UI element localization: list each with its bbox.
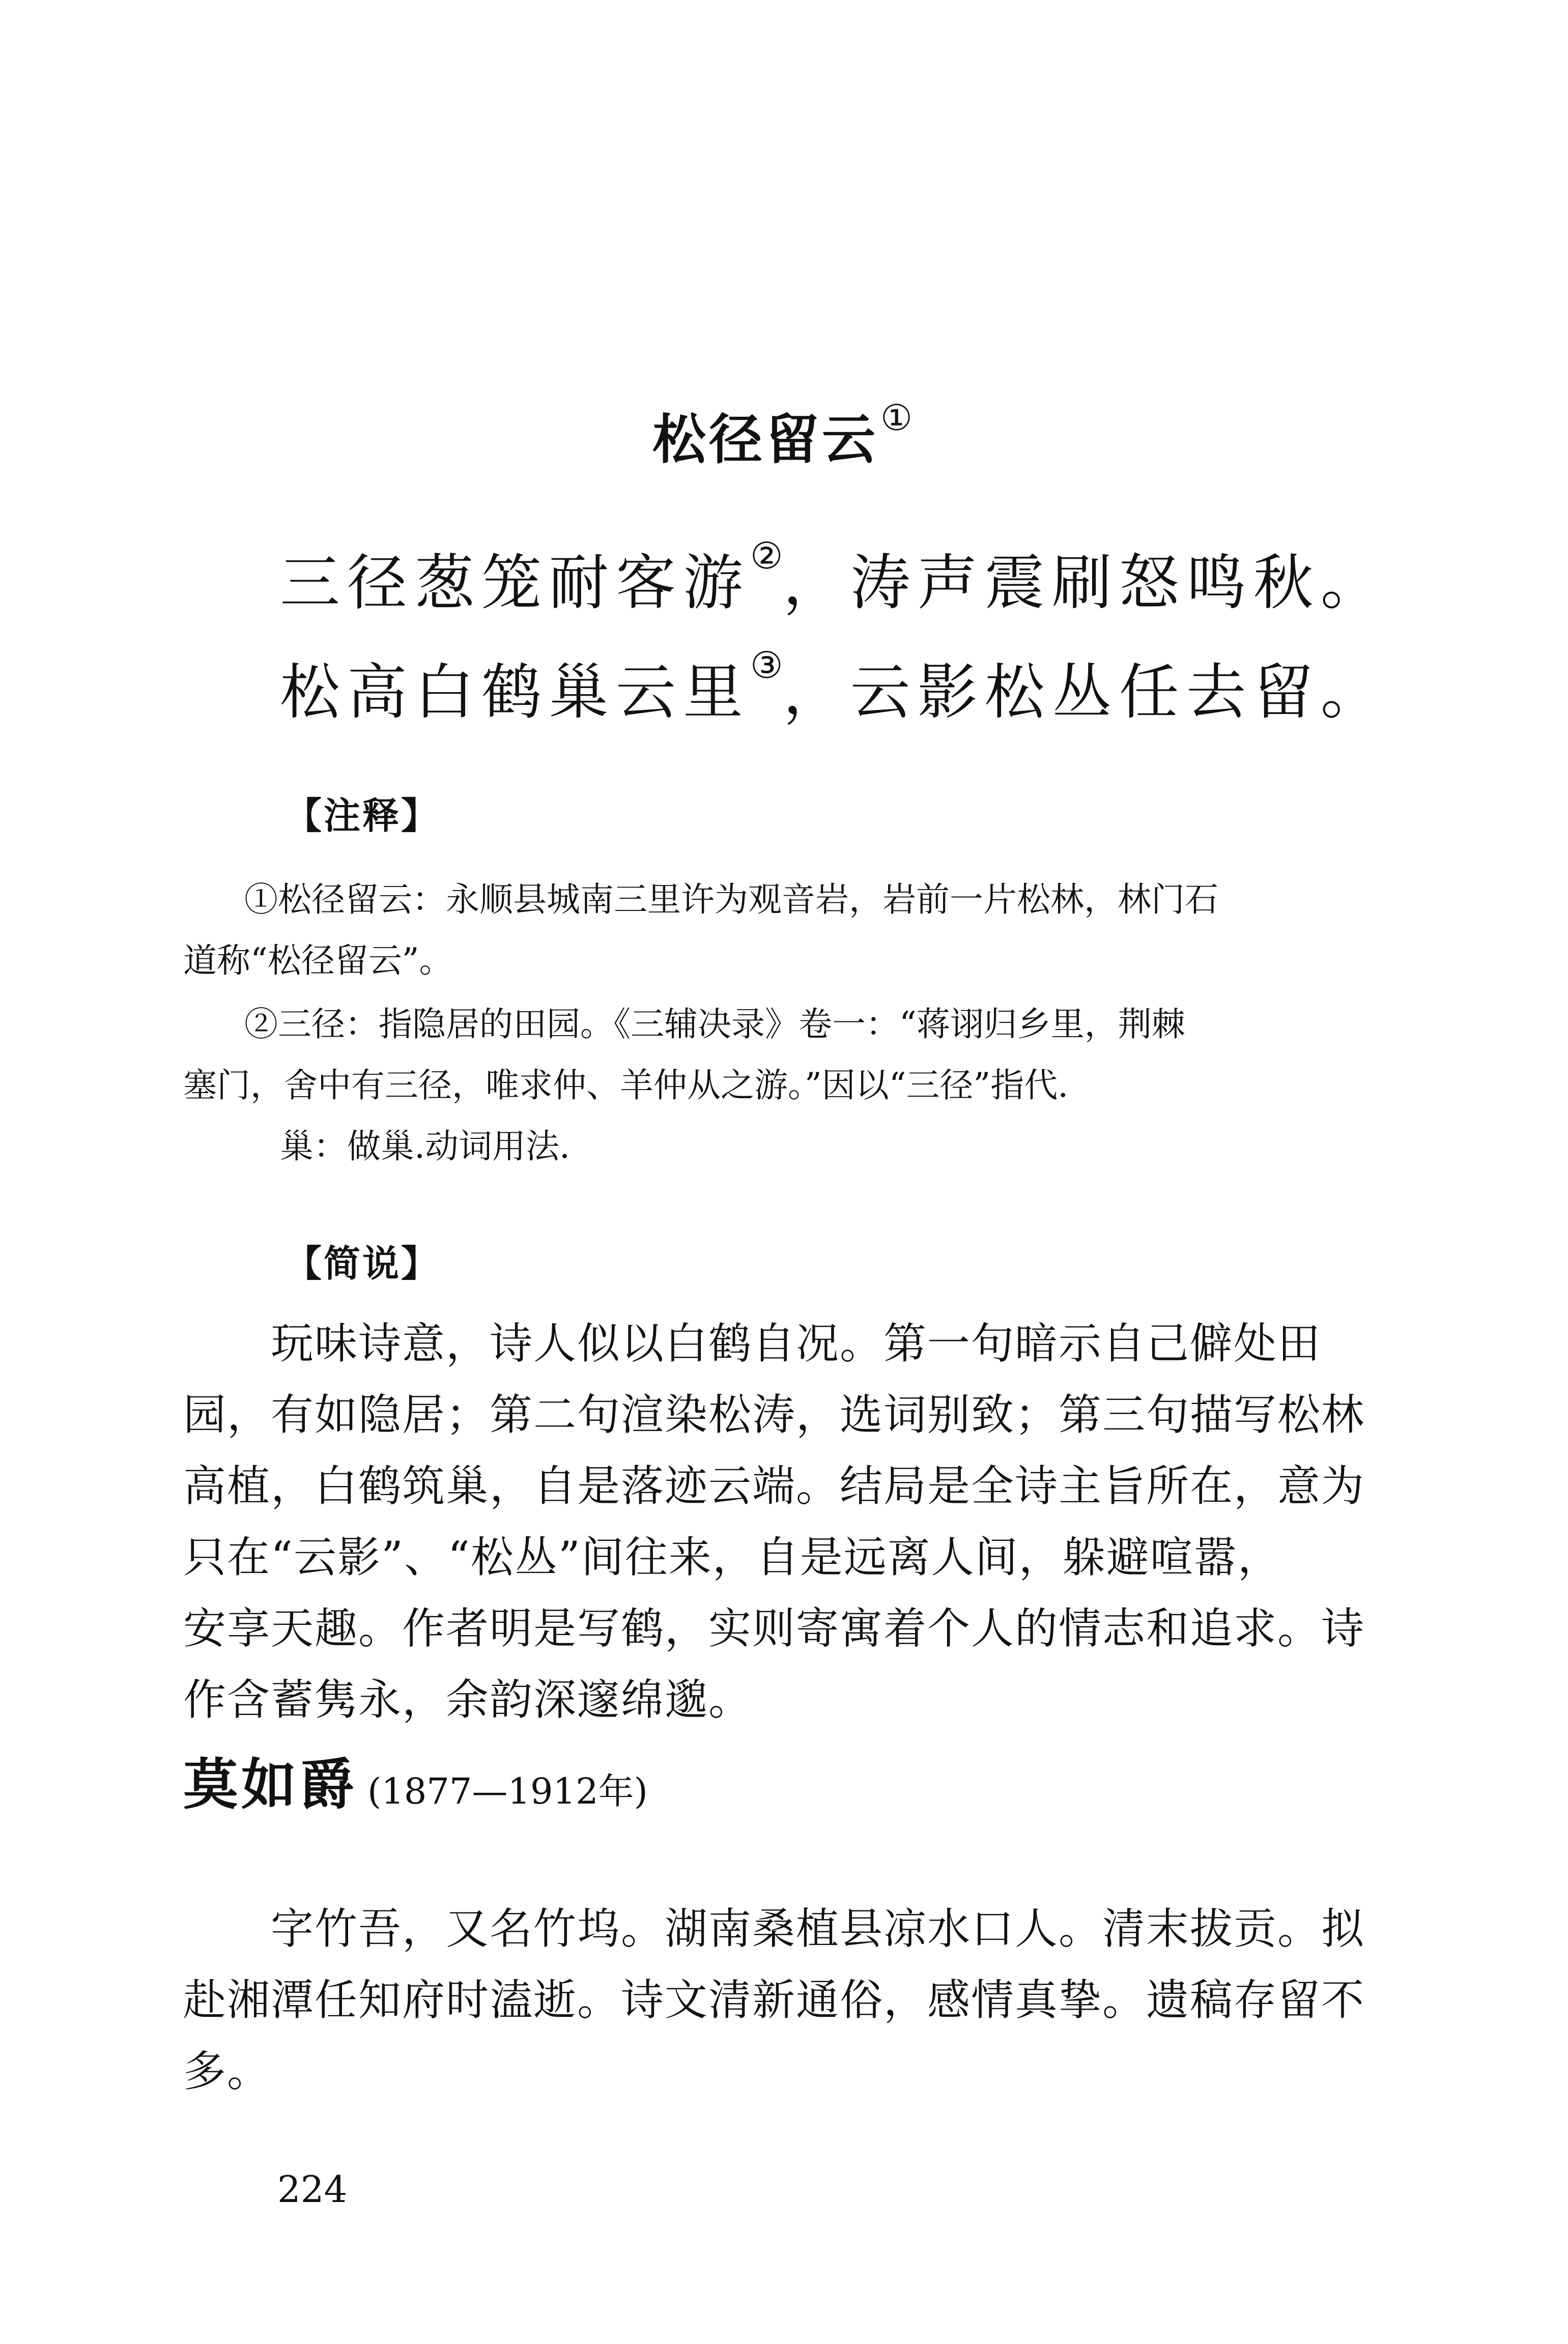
note-2-line-2: 塞门，舍中有三径，唯求仲、羊仲从之游。”因以“三径”指代. bbox=[183, 1066, 1069, 1105]
notes-heading: 【注释】 bbox=[285, 794, 440, 837]
note-3-line: 巢：做巢.动词用法. bbox=[280, 1127, 570, 1166]
verse-1-part-b: ，涛声震刷怒鸣秋。 bbox=[783, 548, 1388, 618]
brief-line: 高植，白鹤筑巢，自是落迹云端。结局是全诗主旨所在，意为 bbox=[183, 1461, 1365, 1511]
verse-2-part-a: 松高白鹤巢云里 bbox=[280, 657, 751, 727]
verse-1-part-a: 三径葱笼耐客游 bbox=[280, 548, 751, 618]
page-number: 224 bbox=[277, 2168, 348, 2211]
footnote-marker-1: ① bbox=[880, 397, 916, 439]
author-heading bbox=[183, 1740, 648, 1819]
poem-title bbox=[0, 397, 1568, 474]
bio-line: 字竹吾，又名竹坞。湖南桑植县凉水口人。清末拔贡。拟 bbox=[183, 1904, 1365, 1954]
poem-title-text: 松径留云 bbox=[652, 409, 879, 471]
verse-line-2 bbox=[280, 644, 1388, 730]
note-1-line-2: 道称“松径留云”。 bbox=[183, 941, 453, 980]
author-years: (1877—1912年) bbox=[367, 1770, 648, 1812]
note-2-line-1: ②三径：指隐居的田园。《三辅决录》卷一：“蒋诩归乡里，荆棘 bbox=[244, 1005, 1185, 1044]
verse-line-1 bbox=[280, 534, 1388, 621]
footnote-marker-3: ③ bbox=[750, 644, 783, 687]
bio-line: 赴湘潭任知府时溘逝。诗文清新通俗，感情真挚。遗稿存留不 bbox=[183, 1975, 1365, 2025]
brief-line: 安享天趣。作者明是写鹤，实则寄寓着个人的情志和追求。诗 bbox=[183, 1604, 1365, 1653]
brief-line: 只在“云影”、“松丛”间往来，自是远离人间，躲避喧嚣， bbox=[183, 1532, 1281, 1582]
verse-2-part-b: ，云影松丛任去留。 bbox=[783, 657, 1388, 727]
brief-line: 作含蓄隽永，余韵深邃绵邈。 bbox=[183, 1675, 753, 1725]
author-bio bbox=[183, 1893, 1365, 2107]
footnote-marker-2: ② bbox=[750, 534, 783, 577]
author-name: 莫如爵 bbox=[183, 1753, 358, 1817]
brief-heading: 【简说】 bbox=[285, 1242, 440, 1285]
brief-line: 玩味诗意，诗人似以白鹤自况。第一句暗示自己僻处田 bbox=[183, 1319, 1322, 1368]
brief-line: 园，有如隐居；第二句渲染松涛，选词别致；第三句描写松林 bbox=[183, 1390, 1365, 1440]
note-1-line-1: ①松径留云：永顺县城南三里许为观音岩，岩前一片松林，林门石 bbox=[244, 880, 1218, 919]
bio-line: 多。 bbox=[183, 2046, 271, 2096]
brief-paragraph bbox=[183, 1308, 1365, 1735]
